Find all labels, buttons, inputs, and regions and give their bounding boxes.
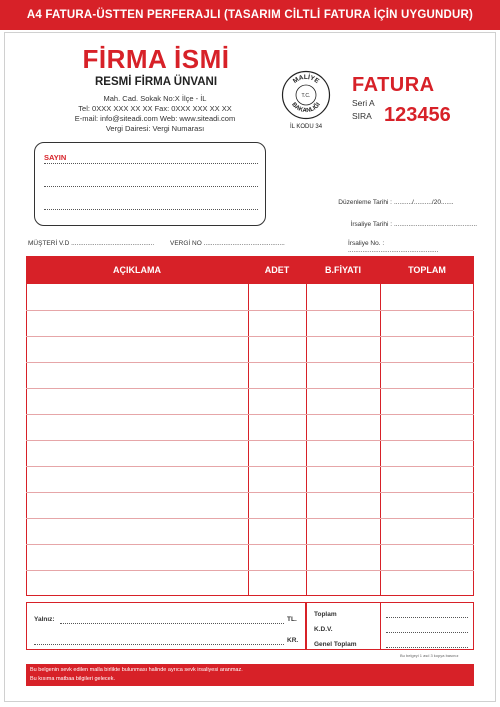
- waybill-date-label: İrsaliye Tarihi :: [350, 221, 392, 228]
- customer-line[interactable]: [44, 186, 258, 187]
- seal-top-text: MALİYE: [291, 73, 321, 86]
- table-row: [26, 414, 474, 415]
- vat-field[interactable]: [386, 632, 468, 633]
- table-row: [26, 544, 474, 545]
- invoice-number: 123456: [384, 104, 451, 126]
- table-row: [26, 310, 474, 311]
- invoice-title: FATURA: [352, 74, 435, 96]
- table-row: [26, 336, 474, 337]
- in-words-line[interactable]: [60, 623, 284, 624]
- table-row: [26, 570, 474, 571]
- customer-box[interactable]: [34, 142, 266, 226]
- vat-label: K.D.V.: [314, 626, 333, 633]
- tax-number[interactable]: VERGİ NO .............................................: [170, 240, 285, 247]
- firm-address: Mah. Cad. Sokak No:X İlçe - İL: [103, 94, 207, 103]
- firm-phone: Tel: 0XXX XXX XX XX Fax: 0XXX XXX XX XX: [78, 104, 232, 113]
- table-row: [26, 466, 474, 467]
- total-label: Toplam: [314, 611, 337, 618]
- firm-title: RESMİ FİRMA ÜNVANI: [94, 76, 218, 88]
- col-description: AÇIKLAMA: [113, 265, 161, 275]
- customer-line[interactable]: [44, 209, 258, 210]
- ministry-seal-icon: [281, 70, 331, 120]
- customer-line[interactable]: [44, 163, 258, 164]
- grand-total-field[interactable]: [386, 647, 468, 648]
- seal-code: İL KODU 34: [289, 124, 323, 130]
- table-row: [26, 440, 474, 441]
- footer-note-2: Bu kısıma matbaa bilgileri gelecek.: [30, 676, 115, 682]
- firm-name: FİRMA İSMİ: [82, 44, 230, 74]
- total-field[interactable]: [386, 617, 468, 618]
- seal-bottom-text: BAKANLIĞI: [290, 101, 322, 115]
- header-banner: A4 FATURA-ÜSTTEN PERFERAJLI (TASARIM CİLTLİ FATURA İÇİN UYGUNDUR): [0, 0, 500, 30]
- footer-note-1: Bu belgenin sevk edilen malla birlikte bulunması halinde ayrıca sevk irsaliyesi aranmaz.: [30, 667, 243, 673]
- waybill-date-field[interactable]: ..............................................: [394, 221, 478, 228]
- amount-in-words-box: [26, 602, 306, 650]
- customer-label: SAYIN: [44, 153, 67, 162]
- print-note: Bu belgeyi 1 asıl 3 kopya basınız: [400, 653, 459, 658]
- svg-text:BAKANLIĞI: [290, 101, 322, 114]
- table-row: [26, 518, 474, 519]
- tl-label: TL.: [287, 616, 297, 623]
- kr-label: KR.: [287, 637, 299, 644]
- grand-total-label: Genel Toplam: [314, 641, 357, 648]
- customer-tax-office[interactable]: MÜŞTERİ V.D ..............................................: [28, 240, 155, 247]
- totals-divider: [380, 602, 381, 650]
- col-unit-price: B.FİYATI: [324, 265, 361, 275]
- issue-date-label: Düzenleme Tarihi :: [338, 199, 392, 206]
- table-row: [26, 492, 474, 493]
- invoice-sira-label: SIRA: [352, 111, 372, 121]
- issue-date-field[interactable]: ........../........../20.......: [394, 199, 454, 206]
- svg-text:MALİYE: [292, 73, 321, 85]
- firm-tax-office: Vergi Dairesi: Vergi Numarası: [105, 124, 205, 133]
- table-row: [26, 362, 474, 363]
- in-words-label: Yalnız:: [34, 616, 55, 623]
- items-table: [26, 256, 474, 596]
- col-total: TOPLAM: [408, 265, 446, 275]
- invoice-series: Seri A: [352, 98, 375, 108]
- firm-web: E-mail: info@siteadi.com Web: www.siteadi.com: [74, 114, 236, 123]
- col-quantity: ADET: [264, 265, 290, 275]
- waybill-number[interactable]: İrsaliye No. : ..................................................: [348, 240, 439, 254]
- in-words-line-2[interactable]: [34, 644, 284, 645]
- table-row: [26, 388, 474, 389]
- seal-center-text: T.C.: [301, 93, 311, 99]
